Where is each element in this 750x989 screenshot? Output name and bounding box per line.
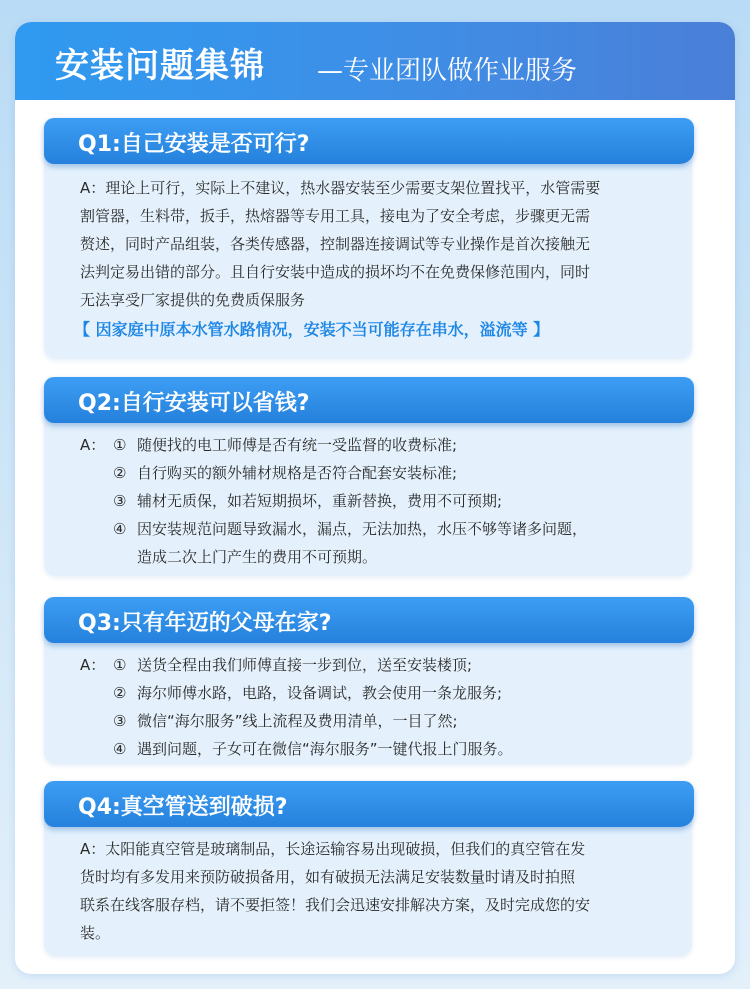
answer-q1: [80, 174, 684, 314]
faq-card-q3: [44, 597, 692, 764]
page-subtitle: —专业团队做作业服务: [317, 56, 578, 86]
item-number: ③: [113, 712, 127, 730]
faq-card-q2: [44, 377, 692, 576]
answer-line: 货时均有多发用来预防破损备用，如有破损无法满足安装数量时请及时拍照: [80, 868, 576, 886]
item-text: 因安装规范问题导致漏水，漏点，无法加热，水压不够等诸多问题，: [137, 520, 588, 538]
answer-item: [80, 651, 684, 679]
item-text: 随便找的电工师傅是否有统一受监督的收费标准;: [137, 436, 458, 454]
question-bar-q4: [44, 781, 694, 827]
answer-item: [80, 459, 684, 487]
answer-line: 联系在线客服存档，请不要拒签！我们会迅速安排解决方案，及时完成您的安: [80, 896, 591, 914]
question-text-q4: Q4:真空管送到破损?: [78, 795, 288, 820]
answer-item: [80, 679, 684, 707]
answer-line: A：太阳能真空管是玻璃制品，长途运输容易出现破损，但我们的真空管在发: [80, 840, 586, 858]
page-header: [15, 22, 735, 100]
answer-line: 法判定易出错的部分。且自行安装中造成的损坏均不在免费保修范围内，同时: [80, 263, 591, 281]
answer-item: [80, 707, 684, 735]
item-text: 海尔师傅水路，电路，设备调试，教会使用一条龙服务;: [137, 684, 503, 702]
item-text: 造成二次上门产生的费用不可预期。: [137, 548, 378, 566]
page-title: 安装问题集锦: [55, 46, 265, 86]
item-text: 微信“海尔服务”线上流程及费用清单，一目了然;: [137, 712, 458, 730]
item-number: ④: [113, 740, 127, 758]
question-bar-q1: [44, 118, 694, 164]
question-bar-q2: [44, 377, 694, 423]
question-text-q3: Q3:只有年迈的父母在家?: [78, 611, 332, 636]
item-number: ③: [113, 492, 127, 510]
item-number: ②: [113, 684, 127, 702]
item-text: 送货全程由我们师傅直接一步到位，送至安装楼顶;: [137, 656, 473, 674]
answer-line: 装。: [80, 924, 111, 942]
answer-item: [80, 515, 684, 543]
item-text: 辅材无质保，如若短期损坏，重新替换，费用不可预期;: [137, 492, 503, 510]
answer-item: [80, 431, 684, 459]
answer-item: [80, 487, 684, 515]
faq-card-q1: [44, 118, 692, 359]
answer-item: [80, 735, 684, 763]
answer-line: 无法享受厂家提供的免费质保服务: [80, 291, 306, 309]
answer-q3: [80, 651, 684, 763]
answer-q4: [80, 835, 684, 947]
question-text-q2: Q2:自行安装可以省钱?: [78, 391, 310, 416]
answer-line: 赘述，同时产品组装，各类传感器，控制器连接调试等专业操作是首次接触无: [80, 235, 591, 253]
item-text: 遇到问题，子女可在微信“海尔服务”一键代报上门服务。: [137, 740, 513, 758]
answer-q2: [80, 431, 684, 571]
answer-item: [80, 543, 684, 571]
faq-card-q4: [44, 781, 692, 956]
answer-label: A：: [80, 436, 106, 454]
item-number: ②: [113, 464, 127, 482]
answer-label: A：: [80, 656, 106, 674]
question-bar-q3: [44, 597, 694, 643]
answer-line: 割管器，生料带，扳手，热熔器等专用工具，接电为了安全考虑，步骤更无需: [80, 207, 591, 225]
answer-line: A：理论上可行，实际上不建议，热水器安装至少需要支架位置找平，水管需要: [80, 179, 601, 197]
item-text: 自行购买的额外辅材规格是否符合配套安装标准;: [137, 464, 458, 482]
item-number: [113, 543, 137, 571]
warning-highlight: 【 因家庭中原本水管水路情况，安装不当可能存在串水，溢流等 】: [74, 320, 550, 339]
item-number: ④: [113, 520, 127, 538]
item-number: ①: [113, 656, 127, 674]
item-number: ①: [113, 436, 127, 454]
question-text-q1: Q1:自己安装是否可行?: [78, 132, 310, 157]
